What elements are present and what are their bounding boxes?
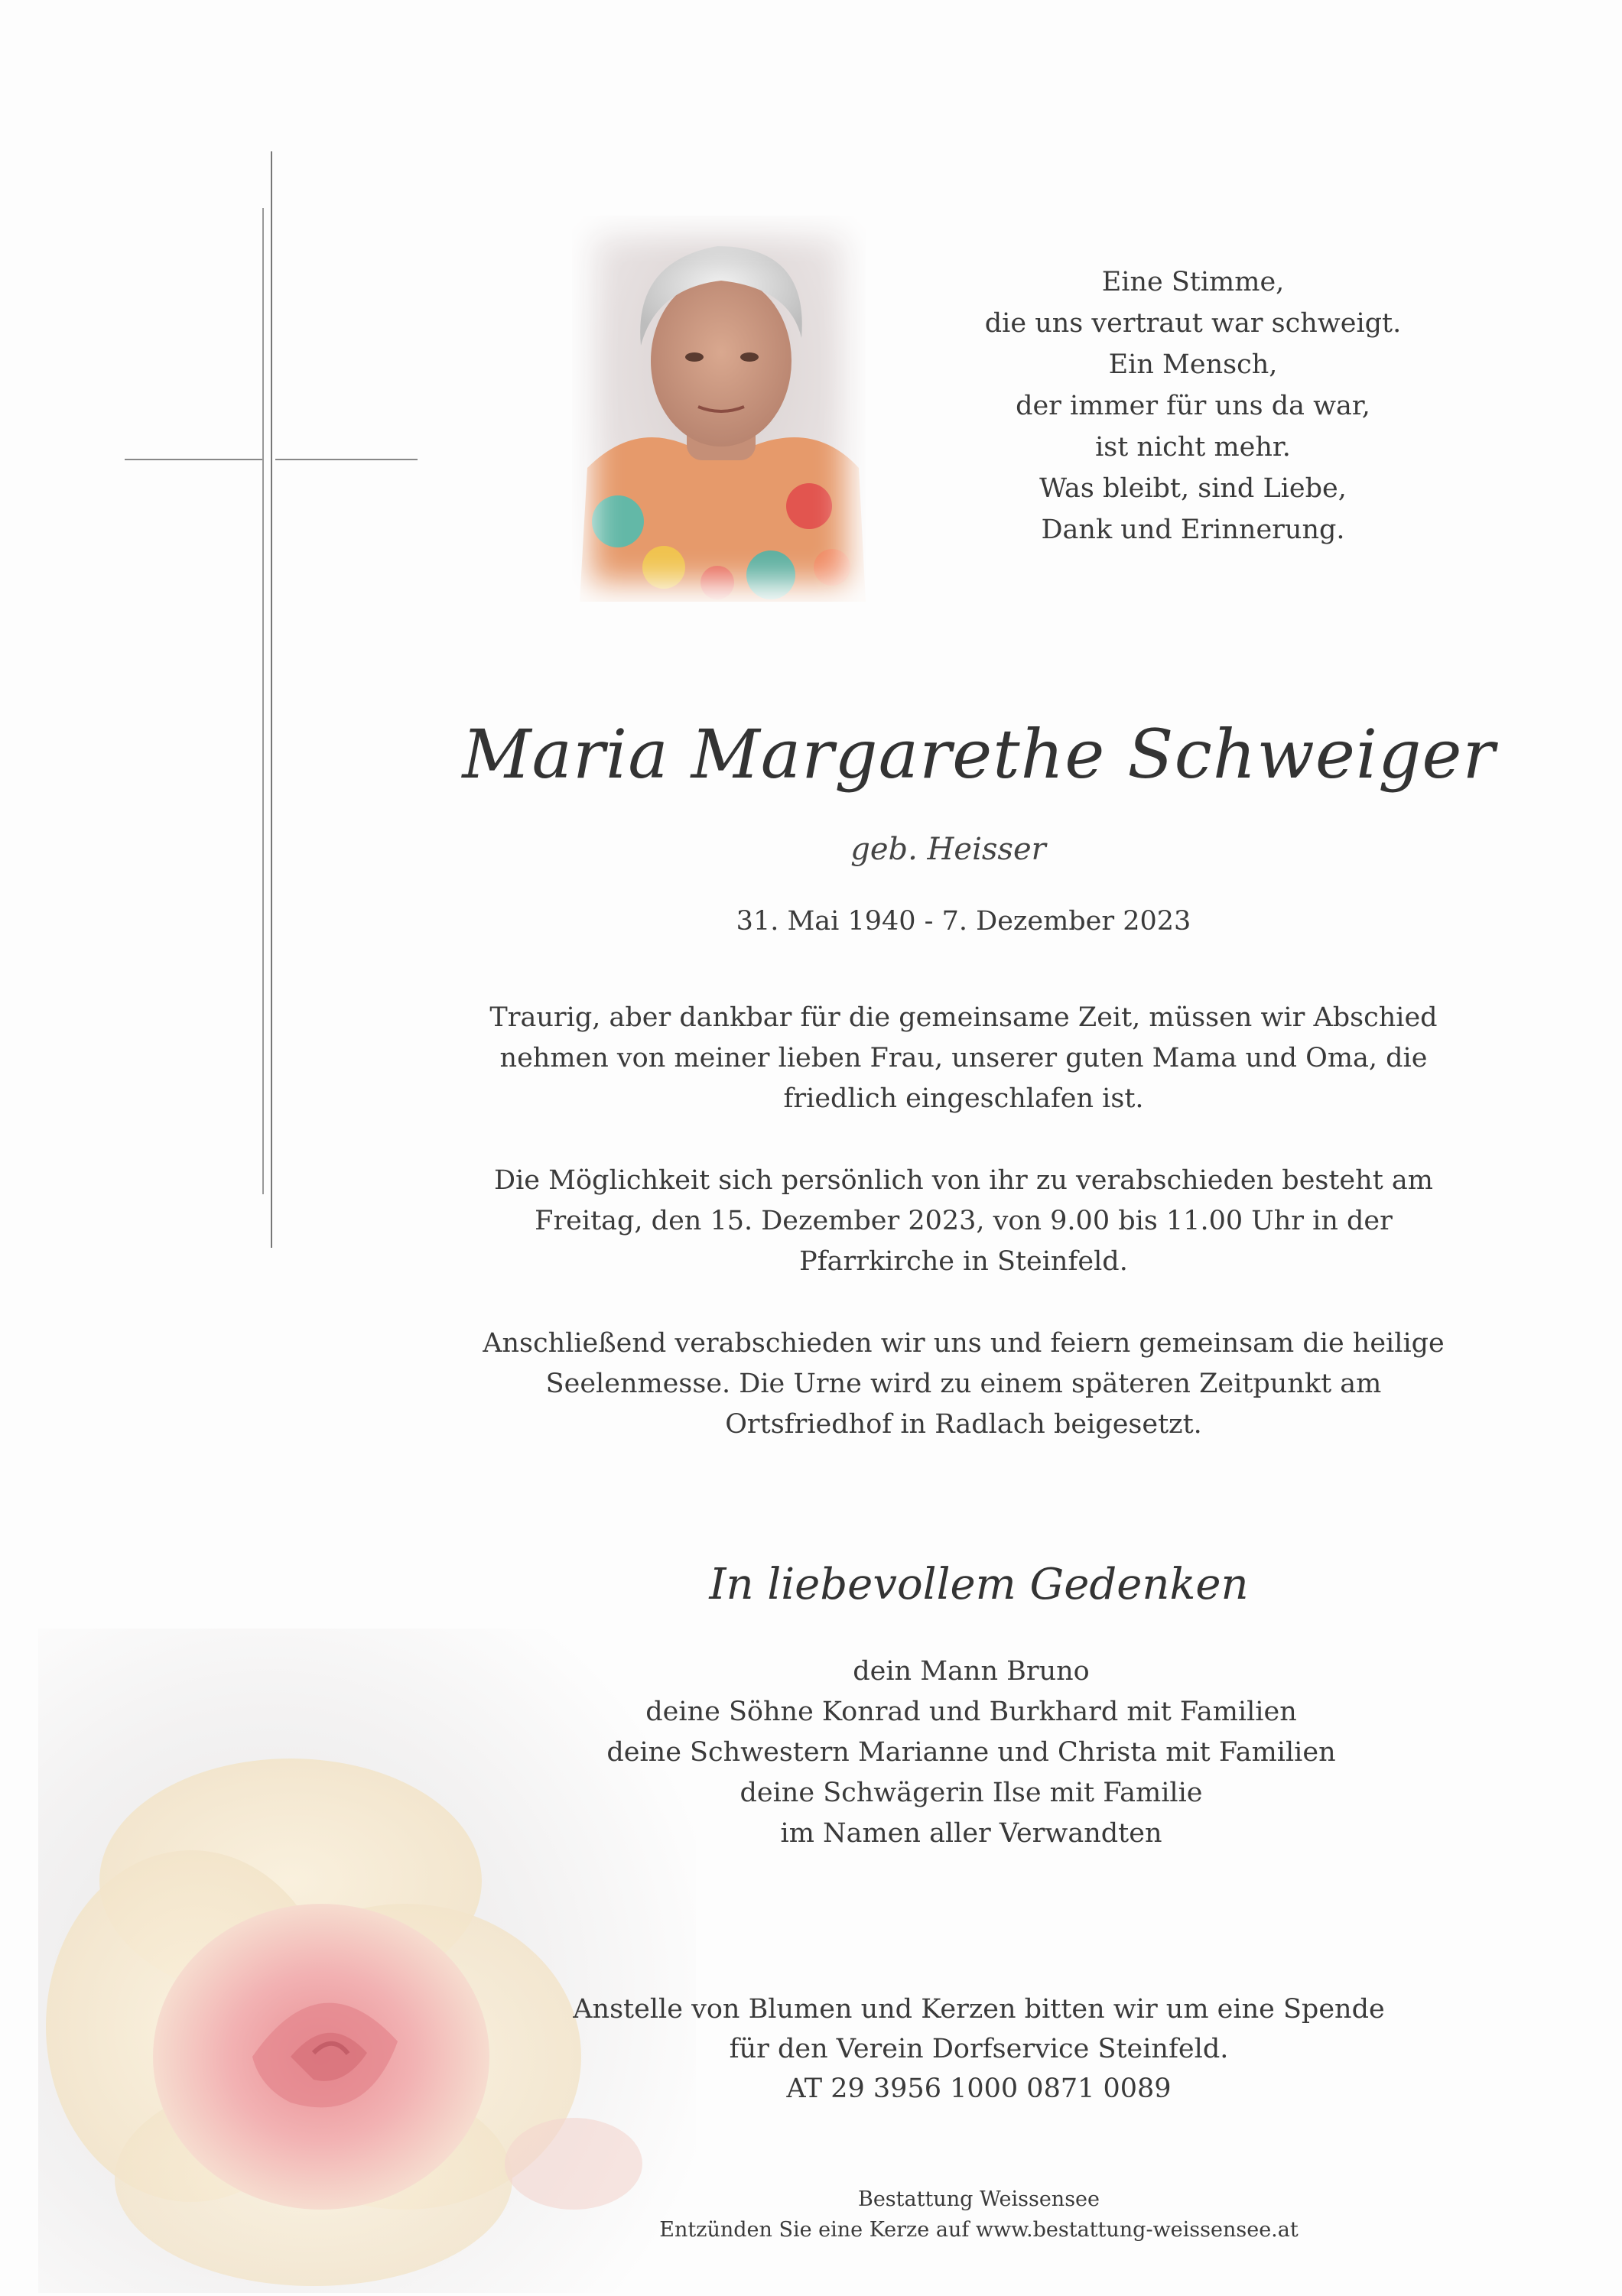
text-line: Pfarrkirche in Steinfeld. <box>799 1246 1128 1277</box>
candle-link-text[interactable]: Entzünden Sie eine Kerze auf www.bestattung-weissensee.at <box>659 2218 1299 2242</box>
family-line: deine Schwägerin Ilse mit Familie <box>739 1778 1203 1808</box>
deceased-name: Maria Margarethe Schweiger <box>462 715 1496 794</box>
poem-line: Dank und Erinnerung. <box>1041 515 1345 545</box>
family-list <box>535 1651 1407 1854</box>
text-line: friedlich eingeschlafen ist. <box>783 1083 1144 1114</box>
announcement-paragraph <box>474 998 1453 1119</box>
donation-line: für den Verein Dorfservice Steinfeld. <box>729 2034 1229 2064</box>
text-line: Seelenmesse. Die Urne wird zu einem späteren Zeitpunkt am <box>545 1369 1382 1399</box>
text-line: Ortsfriedhof in Radlach beigesetzt. <box>725 1409 1202 1440</box>
cross-vertical-line <box>271 151 272 1248</box>
cross-vertical-line-inner <box>262 208 264 1194</box>
farewell-paragraph <box>474 1161 1453 1282</box>
family-line: deine Schwestern Marianne und Christa mit Familien <box>606 1737 1336 1768</box>
donation-line: Anstelle von Blumen und Kerzen bitten wir um eine Spende <box>573 1994 1385 2025</box>
family-line: dein Mann Bruno <box>853 1656 1090 1687</box>
text-line: nehmen von meiner lieben Frau, unserer guten Mama und Oma, die <box>499 1043 1428 1073</box>
life-dates: 31. Mai 1940 - 7. Dezember 2023 <box>736 906 1191 937</box>
footer <box>581 2184 1377 2246</box>
portrait-photo <box>572 216 866 602</box>
poem-line: ist nicht mehr. <box>1095 432 1291 463</box>
maiden-name: geb. Heisser <box>850 832 1046 867</box>
poem-line: die uns vertraut war schweigt. <box>984 308 1402 339</box>
funeral-home-name: Bestattung Weissensee <box>857 2187 1100 2211</box>
cross-horizontal-left <box>125 459 262 460</box>
family-line: deine Söhne Konrad und Burkhard mit Familien <box>645 1697 1297 1727</box>
family-line: im Namen aller Verwandten <box>780 1818 1162 1849</box>
poem-line: der immer für uns da war, <box>1016 391 1370 421</box>
text-line: Anschließend verabschieden wir uns und feiern gemeinsam die heilige <box>483 1328 1445 1359</box>
cross-horizontal-right <box>275 459 418 460</box>
text-line: Traurig, aber dankbar für die gemeinsame Zeit, müssen wir Abschied <box>489 1002 1438 1033</box>
poem-line: Was bleibt, sind Liebe, <box>1039 473 1347 504</box>
memory-heading: In liebevollem Gedenken <box>709 1560 1249 1609</box>
poem-line: Eine Stimme, <box>1101 267 1285 297</box>
text-line: Freitag, den 15. Dezember 2023, von 9.00 bis 11.00 Uhr in der <box>535 1206 1393 1236</box>
mass-paragraph <box>474 1323 1453 1445</box>
poem <box>925 261 1461 550</box>
poem-line: Ein Mensch, <box>1108 349 1278 380</box>
donation-note <box>551 1989 1407 2109</box>
iban-line: AT 29 3956 1000 0871 0089 <box>786 2074 1172 2104</box>
text-line: Die Möglichkeit sich persönlich von ihr zu verabschieden besteht am <box>494 1165 1433 1196</box>
